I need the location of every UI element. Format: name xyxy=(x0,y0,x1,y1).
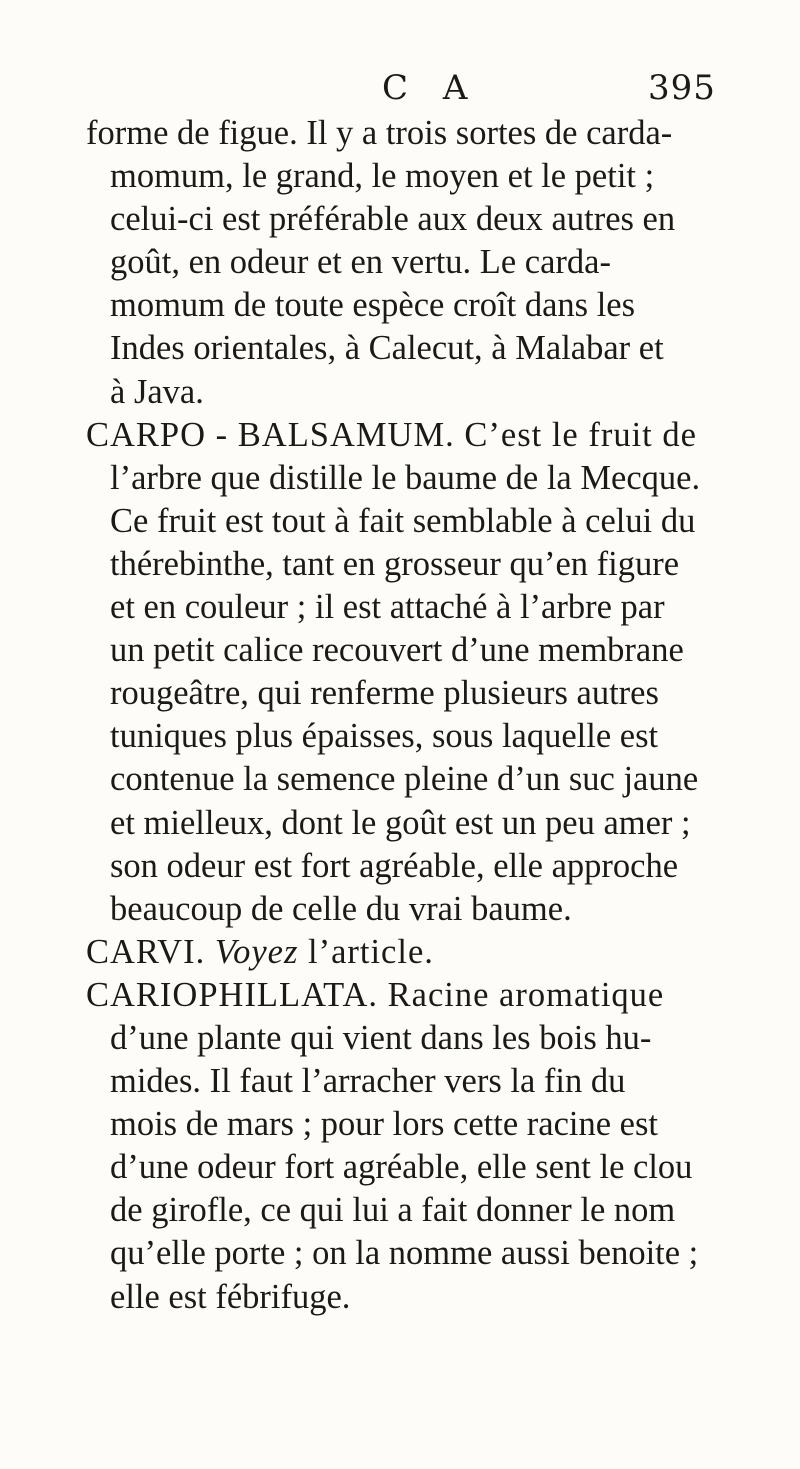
text-line: d’une odeur fort agréable, elle sent le clou xyxy=(110,1148,693,1187)
entry-carvi-term: CARVI. xyxy=(86,932,206,971)
cross-reference-target: l’article. xyxy=(308,932,434,971)
cross-reference-voyez: Voyez xyxy=(214,932,299,971)
text-line: momum de toute espèce croît dans les xyxy=(110,286,636,325)
running-head-title: C A xyxy=(382,68,480,108)
text-line: d’une plante qui vient dans les bois hu- xyxy=(110,1018,652,1057)
text-line: l’arbre que distille le baume de la Mecque. xyxy=(110,458,701,497)
entry-cariophillata: CARIOPHILLATA. Racine aromatique xyxy=(86,975,665,1014)
text-line: Indes orientales, à Calecut, à Malabar et xyxy=(110,329,664,368)
text-line: beaucoup de celle du vrai baume. xyxy=(110,889,572,928)
text-line: Ce fruit est tout à fait semblable à celui du xyxy=(110,501,696,540)
text-line: contenue la semence pleine d’un suc jaune xyxy=(110,760,699,799)
text-line: celui-ci est préférable aux deux autres en xyxy=(110,200,676,239)
running-head xyxy=(0,68,800,112)
text-line: de girofle, ce qui lui a fait donner le nom xyxy=(110,1191,676,1230)
body-text xyxy=(86,112,736,1319)
text-line: et en couleur ; il est attaché à l’arbre par xyxy=(110,588,665,627)
text-line: tuniques plus épaisses, sous laquelle est xyxy=(110,717,659,756)
text-line: mides. Il faut l’arracher vers la fin du xyxy=(110,1062,626,1101)
entry-carpo-balsamum: CARPO - BALSAMUM. C’est le fruit de xyxy=(86,415,697,454)
text-line: thérebinthe, tant en grosseur qu’en figure xyxy=(110,544,680,583)
text-line: elle est fébrifuge. xyxy=(110,1277,351,1316)
text-line: momum, le grand, le moyen et le petit ; xyxy=(110,157,655,196)
text-line: mois de mars ; pour lors cette racine est xyxy=(110,1105,658,1144)
text-line: un petit calice recouvert d’une membrane xyxy=(110,631,684,670)
text-line: rougeâtre, qui renferme plusieurs autres xyxy=(110,674,659,713)
text-line: son odeur est fort agréable, elle approche xyxy=(110,846,679,885)
page-number: 395 xyxy=(648,68,716,108)
text-line: qu’elle porte ; on la nomme aussi benoite ; xyxy=(110,1234,699,1273)
text-line: et mielleux, dont le goût est un peu amer ; xyxy=(110,803,691,842)
text-line: forme de figue. Il y a trois sortes de carda- xyxy=(86,114,673,152)
text-line: goût, en odeur et en vertu. Le carda- xyxy=(110,243,611,282)
entry-carvi xyxy=(86,931,736,974)
text-line: à Java. xyxy=(110,372,204,411)
